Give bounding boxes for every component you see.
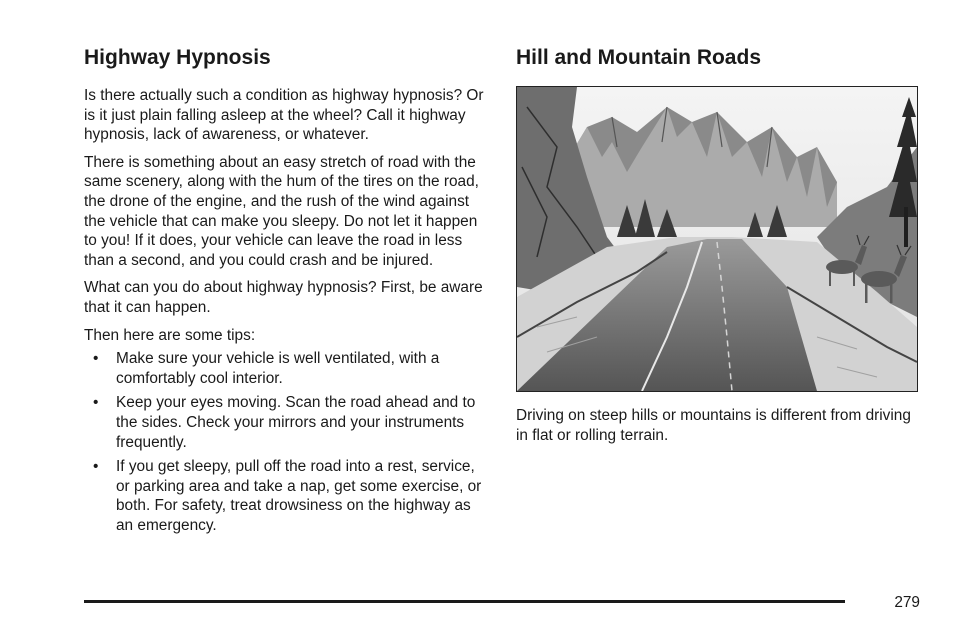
list-item	[84, 457, 484, 535]
bullet-icon: •	[93, 350, 99, 368]
section-heading-hill-mountain-roads: Hill and Mountain Roads	[516, 46, 761, 69]
tip-text: Keep your eyes moving. Scan the road ahead and to the sides. Check your mirrors and your instruments frequently.	[116, 394, 476, 451]
tips-list	[84, 349, 484, 535]
page-number: 279	[894, 594, 920, 611]
paragraph-4: Then here are some tips:	[84, 326, 256, 344]
right-column	[516, 44, 920, 453]
list-item	[84, 349, 484, 388]
footer-rule	[84, 600, 845, 603]
tip-text: Make sure your vehicle is well ventilated, with a comfortably cool interior.	[116, 350, 440, 387]
list-item	[84, 393, 484, 452]
paragraph-3: What can you do about highway hypnosis? First, be aware that it can happen.	[84, 279, 483, 316]
bullet-icon: •	[93, 394, 99, 412]
bullet-icon: •	[93, 458, 99, 476]
figure-caption: Driving on steep hills or mountains is different from driving in flat or rolling terrain.	[516, 407, 911, 444]
paragraph-2: There is something about an easy stretch of road with the same scenery, along with the hum of the tires on the road, the drone of the engine, and the rush of the wind against the vehicle that can make you sleepy. Do not let it happen to you! If it does, your vehicle can leave the road in less than a second, and you could crash and be injured.	[84, 153, 479, 269]
mountain-road-illustration	[516, 86, 918, 392]
section-heading-highway-hypnosis: Highway Hypnosis	[84, 46, 271, 69]
left-column	[84, 44, 484, 540]
tip-text: If you get sleepy, pull off the road into a rest, service, or parking area and take a nap, get some exercise, or both. For safety, treat drowsiness on the highway as an emergency.	[116, 458, 482, 534]
paragraph-1: Is there actually such a condition as highway hypnosis? Or is it just plain falling asleep at the wheel? Call it highway hypnosis, lack of awareness, or whatever.	[84, 87, 484, 144]
